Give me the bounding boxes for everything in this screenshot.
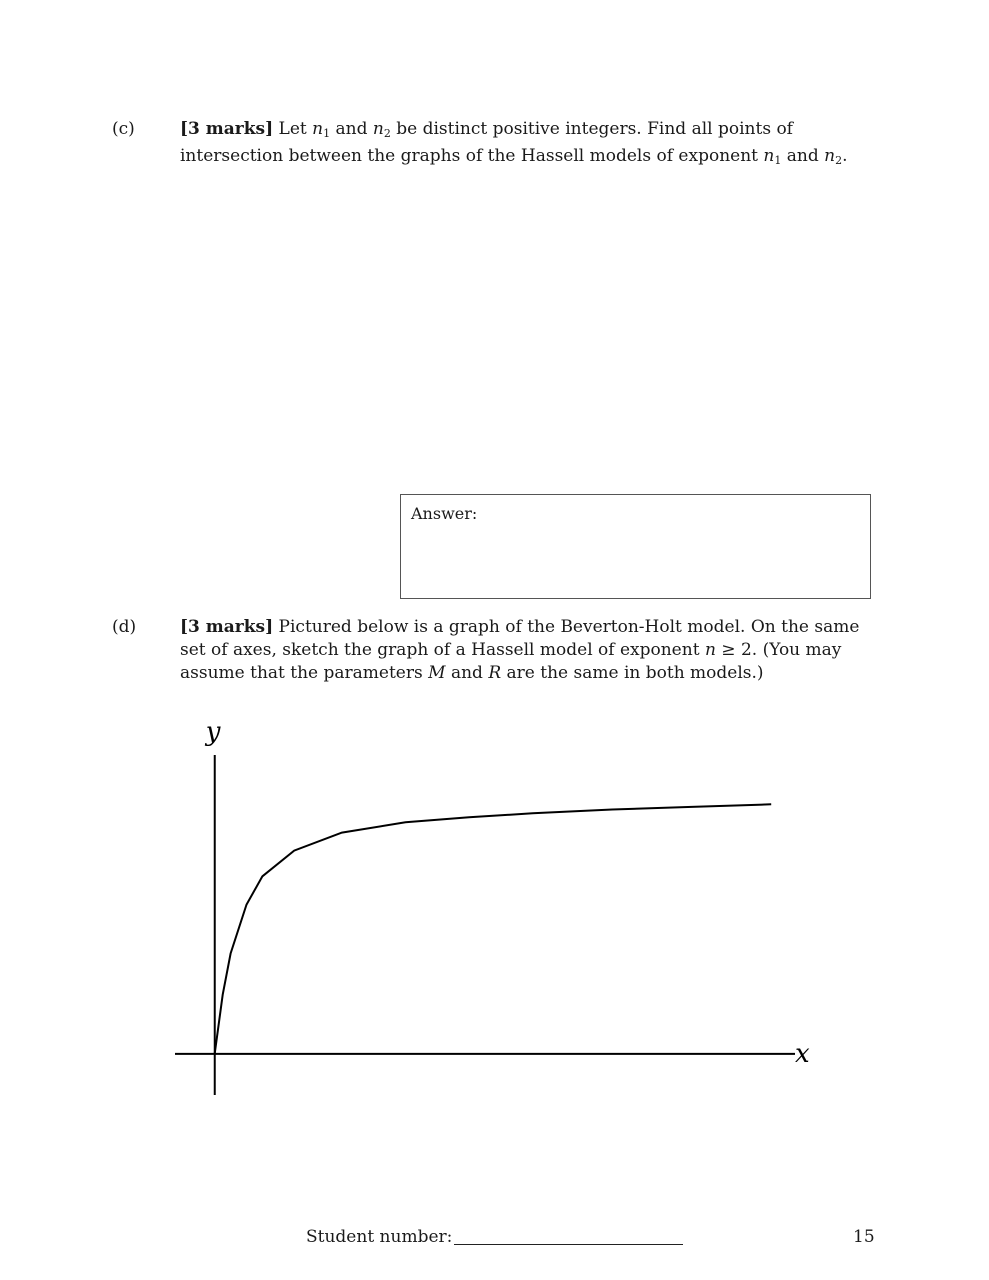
n-symbol: n: [704, 640, 716, 660]
question-d-text-2: ≥ 2. (You may assume that the parameters: [180, 640, 842, 683]
question-c-label: (c): [112, 119, 135, 139]
question-c-text-2: and: [330, 119, 373, 139]
question-c-text-1: Let: [273, 119, 313, 139]
n2-symbol: n: [372, 119, 384, 139]
beverton-holt-curve: [215, 804, 772, 1054]
question-c-text-3: be distinct positive integers. Find all points of intersection between the graphs of the Hassell models of exponent: [180, 119, 793, 166]
n1-symbol: n: [312, 119, 324, 139]
n1-subscript: 1: [323, 127, 331, 140]
question-d-text-3: and: [445, 663, 489, 683]
m-symbol: M: [428, 663, 446, 683]
question-c-marks: [3 marks]: [180, 119, 274, 139]
r-symbol: R: [488, 663, 502, 683]
n1b-symbol: n: [763, 146, 775, 166]
question-d-text-1: Pictured below is a graph of the Beverton-Holt model. On the same set of axes, sketch the graph of a Hassell model of exponent: [180, 617, 860, 660]
question-c-text-5: .: [842, 146, 848, 166]
n2-subscript: 2: [383, 127, 391, 140]
question-d-label: (d): [112, 617, 137, 637]
question-c-text-4: and: [781, 146, 825, 166]
y-axis-label: y: [205, 717, 221, 747]
answer-label: Answer:: [411, 504, 478, 523]
question-d-marks: [3 marks]: [180, 617, 274, 637]
page-number: 15: [853, 1227, 875, 1247]
question-d-text-4: are the same in both models.): [501, 663, 764, 683]
student-number-label: Student number:: [306, 1227, 453, 1247]
n2b-subscript: 2: [835, 154, 843, 167]
n2b-symbol: n: [824, 146, 836, 166]
student-number-field[interactable]: [454, 1244, 683, 1245]
n1b-subscript: 1: [774, 154, 782, 167]
x-axis-label: x: [795, 1038, 810, 1069]
